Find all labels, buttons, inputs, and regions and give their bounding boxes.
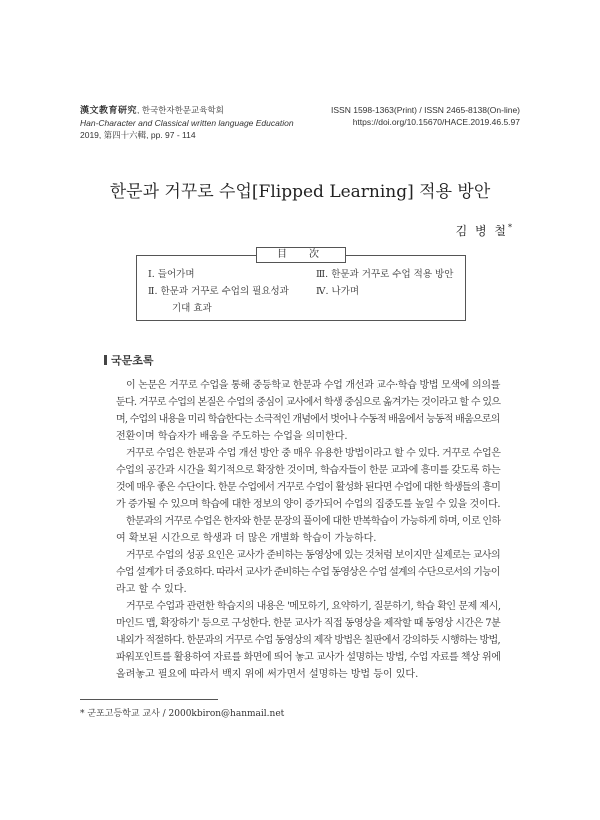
author-footnote: * 군포고등학교 교사 / 2000kbiron@hanmail.net bbox=[80, 709, 285, 719]
toc-item[interactable]: Ⅱ. 한문과 거꾸로 수업의 필요성과 bbox=[148, 286, 289, 297]
abstract-line: 수업의 공간과 시간을 획기적으로 확장한 것이며, 학습자들이 한문 교과에 흥미를 갖도록 하는 bbox=[116, 465, 501, 476]
abstract-line: 올려놓고 필요에 따라서 백지 위에 써가면서 설명하는 방법 등이 있다. bbox=[116, 669, 419, 680]
footnote-mark: * bbox=[508, 223, 512, 232]
abstract-paragraph-3 bbox=[116, 513, 500, 547]
abstract-line: 전환이며 학습자가 배움을 주도하는 수업을 의미한다. bbox=[116, 431, 348, 442]
abstract-paragraph-4 bbox=[116, 547, 500, 598]
journal-english-name: Han-Character and Classical written language Education bbox=[80, 118, 294, 128]
abstract-line: 이 논문은 거꾸로 수업을 통해 중등학교 한문과 수업 개선과 교수·학습 방법 모색에 의의를 bbox=[126, 380, 501, 391]
abstract-line: 둔다. 거꾸로 수업의 본질은 수업의 중심이 교사에서 학생 중심으로 옮겨가는 것이라고 할 수 있으 bbox=[116, 397, 501, 408]
issn-text: ISSN 1598-1363(Print) / ISSN 2465-8138(On-line) bbox=[331, 105, 520, 115]
abstract-line: 내외가 적절하다. 한문과의 거꾸로 수업 동영상의 제작 방법은 칠판에서 강의하듯 시행하는 방법, bbox=[116, 635, 501, 646]
doi-link[interactable]: https://doi.org/10.15670/HACE.2019.46.5.97 bbox=[352, 117, 520, 127]
toc-item-continued[interactable]: 기대 효과 bbox=[172, 303, 212, 314]
society-name: 한국한자한문교육학회 bbox=[141, 105, 224, 115]
heading-bar bbox=[104, 355, 107, 365]
abstract-line: 마인드 맵, 확장하기' 등으로 구성한다. 한문 교사가 직접 동영상을 제작할 때 동영상 시간은 7분 bbox=[116, 618, 501, 629]
toc-label: 目 次 bbox=[256, 247, 346, 263]
abstract-paragraph-1 bbox=[116, 377, 500, 445]
abstract-paragraph-2 bbox=[116, 445, 500, 513]
abstract-heading: 국문초록 bbox=[104, 352, 154, 368]
abstract-line: 것에 매우 좋은 수단이다. 한문 수업에서 거꾸로 수업이 활성화 된다면 수업에 대한 학생들의 흥미 bbox=[116, 482, 501, 493]
abstract-line: 며, 수업의 내용을 미리 학습한다는 소극적인 개념에서 벗어나 수동적 배움에서 능동적 배움으로의 bbox=[116, 414, 500, 425]
abstract-line: 가 증가될 수 있으며 학습에 대한 정보의 양이 증가되어 수업의 집중도를 높일 수 있을 것이다. bbox=[116, 499, 501, 510]
abstract-line: 한문과의 거꾸로 수업은 한자와 한문 문장의 풀이에 대한 반복학습이 가능하게 하며, 이로 인하 bbox=[126, 516, 501, 527]
abstract-line: 거꾸로 수업의 성공 요인은 교사가 준비하는 동영상에 있는 것처럼 보이지만 실제로는 교사의 bbox=[126, 550, 501, 561]
author-name: 김 병 철* bbox=[455, 223, 512, 238]
toc-item[interactable]: Ⅰ. 들어가며 bbox=[148, 269, 195, 280]
toc-item[interactable]: Ⅲ. 한문과 거꾸로 수업 적용 방안 bbox=[316, 269, 454, 280]
toc-item[interactable]: Ⅳ. 나가며 bbox=[316, 286, 360, 297]
journal-logo: 漢文教育研究 bbox=[80, 106, 138, 116]
abstract-paragraph-5 bbox=[116, 598, 500, 683]
abstract-line: 여 확보된 시간으로 학생과 더 많은 개별화 학습이 가능하다. bbox=[116, 533, 377, 544]
abstract-line: 수업 설계가 더 중요하다. 따라서 교사가 준비하는 수업 동영상은 수업 설계의 수단으로서의 기능이 bbox=[116, 567, 500, 578]
volume-info: 2019, 第四十六輯, pp. 97 - 114 bbox=[80, 130, 196, 140]
identifier-header bbox=[331, 104, 520, 128]
abstract-line: 거꾸로 수업과 관련한 학습지의 내용은 '메모하기, 요약하기, 질문하기, 학습 확인 문제 제시, bbox=[126, 601, 501, 612]
abstract-line: 라고 할 수 있다. bbox=[116, 584, 187, 595]
abstract-line: 파워포인트를 활용하여 자료를 화면에 띄어 놓고 교사가 설명하는 방법, 수업 자료를 책상 위에 bbox=[116, 652, 501, 663]
abstract-line: 거꾸로 수업은 한문과 수업 개선 방안 중 매우 유용한 방법이라고 할 수 있다. 거꾸로 수업은 bbox=[126, 448, 501, 459]
footnote-divider bbox=[80, 699, 218, 700]
journal-header: 漢文教育研究, 한국한자한문교육학회 Han-Character and Classical written language Education 2019, 第四十六輯, pp. 97 - 114 bbox=[80, 105, 294, 140]
paper-title: 한문과 거꾸로 수업[Flipped Learning] 적용 방안 bbox=[109, 182, 491, 202]
